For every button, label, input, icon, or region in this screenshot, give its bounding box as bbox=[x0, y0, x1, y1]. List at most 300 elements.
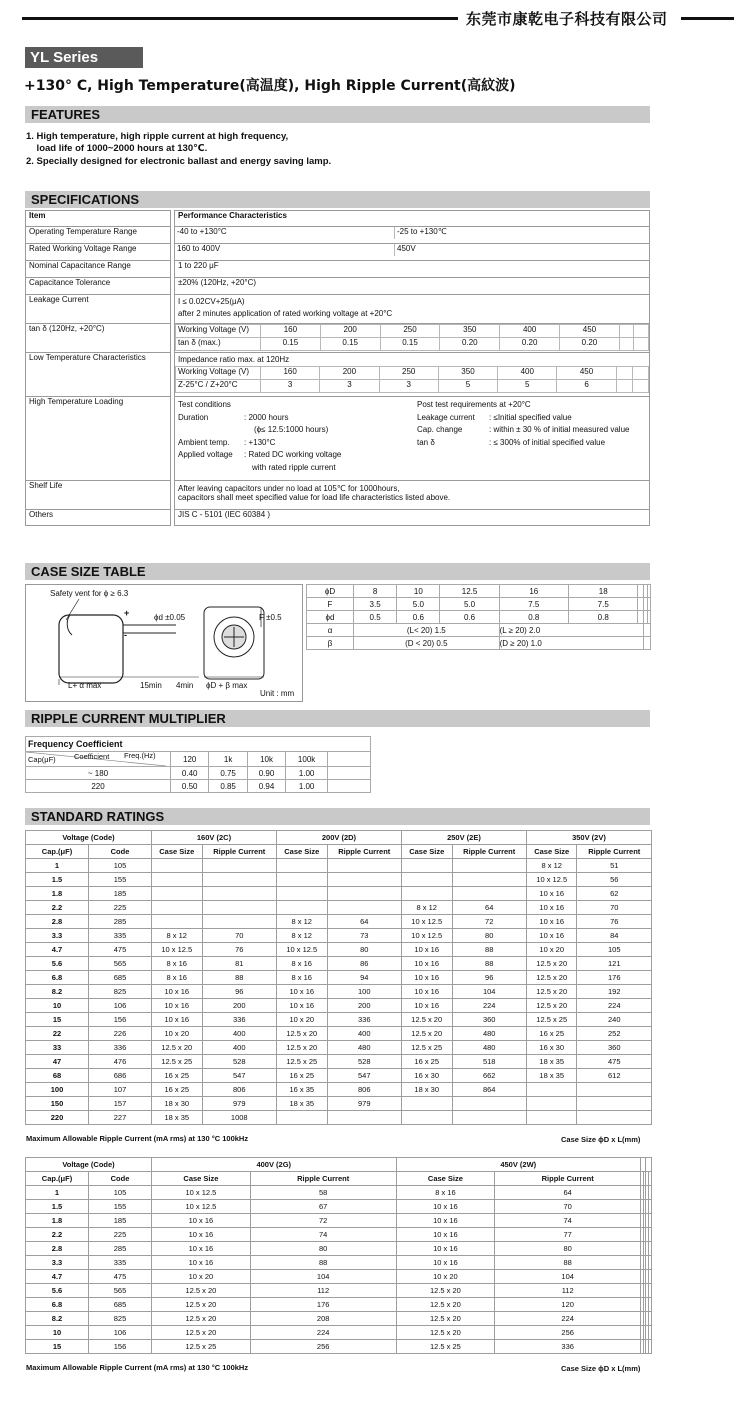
cell: 72 bbox=[250, 1214, 396, 1228]
cell: 62 bbox=[577, 887, 652, 901]
page-subtitle: +130° C, High Temperature(高温度), High Ripple Current(高紋波) bbox=[24, 78, 516, 94]
cell bbox=[647, 611, 650, 624]
ripple-header: Ripple Current bbox=[452, 845, 526, 859]
case-size-header: Case Size bbox=[152, 1172, 251, 1186]
table-row bbox=[26, 1256, 652, 1270]
voltage-header bbox=[646, 1158, 652, 1172]
cell: 10 x 16 bbox=[152, 1228, 251, 1242]
cell bbox=[327, 859, 401, 873]
cell: 96 bbox=[202, 985, 276, 999]
features-heading: FEATURES bbox=[25, 106, 650, 123]
cell: 0.85 bbox=[209, 780, 247, 793]
cell: 8 x 16 bbox=[152, 971, 203, 985]
cap-cell: 33 bbox=[26, 1041, 89, 1055]
cell: 16 x 30 bbox=[401, 1069, 452, 1083]
cell: 220 bbox=[26, 780, 171, 793]
table-row bbox=[26, 1214, 652, 1228]
voltage-header: 450V (2W) bbox=[396, 1158, 641, 1172]
cell: 10 x 16 bbox=[152, 1013, 203, 1027]
cell: 100 bbox=[327, 985, 401, 999]
cell: 0.90 bbox=[247, 767, 285, 780]
cell: 88 bbox=[495, 1256, 641, 1270]
cap-cell: 2.2 bbox=[26, 1228, 89, 1242]
cap-cell: 5.6 bbox=[26, 957, 89, 971]
cell: 3 bbox=[320, 380, 379, 393]
cell: 480 bbox=[327, 1041, 401, 1055]
cell: 3 bbox=[379, 380, 438, 393]
cell: 825 bbox=[89, 985, 152, 999]
htl-text: : +130°C bbox=[244, 437, 276, 447]
table-row bbox=[26, 859, 652, 873]
cell bbox=[276, 901, 327, 915]
cell: 192 bbox=[577, 985, 652, 999]
cell: 8 x 12 bbox=[276, 915, 327, 929]
cell: 16 x 25 bbox=[152, 1083, 203, 1097]
cap-cell: 2.8 bbox=[26, 1242, 89, 1256]
htl-text: Ambient temp. bbox=[178, 437, 230, 447]
cell bbox=[634, 325, 649, 338]
spec-value: -25 to +130℃ bbox=[395, 227, 650, 239]
cell: 250 bbox=[379, 367, 438, 380]
cell: 12.5 x 20 bbox=[152, 1284, 251, 1298]
cell: 208 bbox=[250, 1312, 396, 1326]
cell: 88 bbox=[250, 1256, 396, 1270]
cell: 8 x 16 bbox=[276, 957, 327, 971]
table-row bbox=[26, 1200, 652, 1214]
cell bbox=[649, 1242, 652, 1256]
cell bbox=[577, 1083, 652, 1097]
cell: 825 bbox=[89, 1312, 152, 1326]
spec-label: Nominal Capacitance Range bbox=[26, 261, 171, 278]
cell: 0.5 bbox=[354, 611, 397, 624]
cell: 10 x 16 bbox=[526, 929, 577, 943]
cell: 10 x 16 bbox=[276, 985, 327, 999]
cell: 120 bbox=[171, 752, 209, 767]
cap-label: Cap(μF) bbox=[28, 755, 56, 764]
cell: 10 x 16 bbox=[152, 999, 203, 1013]
cell bbox=[647, 598, 650, 611]
cell: 685 bbox=[89, 971, 152, 985]
cell: 250 bbox=[380, 325, 440, 338]
cell: 10 x 12.5 bbox=[526, 873, 577, 887]
cell: 16 x 25 bbox=[526, 1027, 577, 1041]
cell: 12.5 x 20 bbox=[152, 1326, 251, 1340]
cap-header: Cap.(μF) bbox=[26, 845, 89, 859]
cell: 8 x 12 bbox=[401, 901, 452, 915]
cell: 120 bbox=[495, 1298, 641, 1312]
table-row bbox=[26, 929, 652, 943]
cell: 225 bbox=[89, 1228, 152, 1242]
htl-text: tan δ bbox=[417, 437, 435, 447]
spec-label: Operating Temperature Range bbox=[26, 227, 171, 244]
cell: 547 bbox=[327, 1069, 401, 1083]
htl-text: (ϕ≤ 12.5:1000 hours) bbox=[254, 425, 329, 434]
header-rule-right bbox=[681, 17, 734, 20]
cell bbox=[328, 767, 371, 780]
cell: Working Voltage (V) bbox=[176, 325, 261, 338]
cell: 225 bbox=[89, 901, 152, 915]
table-row bbox=[26, 1041, 652, 1055]
cell: 12.5 x 20 bbox=[152, 1312, 251, 1326]
cell: 0.8 bbox=[499, 611, 568, 624]
cap-cell: 1 bbox=[26, 1186, 89, 1200]
cap-cell: 15 bbox=[26, 1013, 89, 1027]
cell: 224 bbox=[250, 1326, 396, 1340]
cell: ~ 180 bbox=[26, 767, 171, 780]
case-size-note-1: Case Size ϕD x L(mm) bbox=[561, 1135, 641, 1144]
cell: 58 bbox=[250, 1186, 396, 1200]
cell: 12.5 x 20 bbox=[526, 985, 577, 999]
cell: 226 bbox=[89, 1027, 152, 1041]
cap-cell: 1.5 bbox=[26, 873, 89, 887]
cell: 200 bbox=[327, 999, 401, 1013]
cell: 12.5 x 25 bbox=[276, 1055, 327, 1069]
table-row bbox=[26, 1186, 652, 1200]
table-row bbox=[26, 957, 652, 971]
cell: 12.5 x 25 bbox=[152, 1340, 251, 1354]
cell: 0.50 bbox=[171, 780, 209, 793]
cell: 1.00 bbox=[286, 780, 328, 793]
cell: 56 bbox=[577, 873, 652, 887]
code-header: Code bbox=[89, 845, 152, 859]
cell: 12.5 x 20 bbox=[526, 999, 577, 1013]
freq-label: Freq.(Hz) bbox=[124, 751, 156, 760]
cell: 10 x 16 bbox=[401, 971, 452, 985]
low-temp-table bbox=[175, 366, 649, 393]
cell: 10 x 16 bbox=[276, 999, 327, 1013]
spec-value: 1 to 220 μF bbox=[175, 261, 650, 278]
table-row bbox=[26, 1097, 652, 1111]
series-title: YL Series bbox=[25, 47, 143, 68]
cell bbox=[644, 624, 651, 637]
voltage-header: 160V (2C) bbox=[152, 831, 277, 845]
cell: 18 x 35 bbox=[526, 1069, 577, 1083]
cell: 72 bbox=[452, 915, 526, 929]
cell: 155 bbox=[89, 1200, 152, 1214]
vcode-header: Voltage (Code) bbox=[26, 831, 152, 845]
cap-cell: 3.3 bbox=[26, 1256, 89, 1270]
ratings-heading: STANDARD RATINGS bbox=[25, 808, 650, 825]
htl-text: : ≤Initial specified value bbox=[489, 412, 572, 422]
cell: 70 bbox=[495, 1200, 641, 1214]
cap-cell: 10 bbox=[26, 1326, 89, 1340]
cell: 18 x 30 bbox=[152, 1097, 203, 1111]
cell bbox=[649, 1186, 652, 1200]
cell: 12.5 x 20 bbox=[396, 1284, 495, 1298]
cell bbox=[649, 1312, 652, 1326]
cell: 685 bbox=[89, 1298, 152, 1312]
min15-label: 15min bbox=[140, 681, 162, 690]
cell: 18 x 35 bbox=[276, 1097, 327, 1111]
table-row bbox=[26, 985, 652, 999]
cell: 76 bbox=[577, 915, 652, 929]
cell: 10 x 20 bbox=[152, 1270, 251, 1284]
table-row bbox=[26, 873, 652, 887]
cap-cell: 4.7 bbox=[26, 1270, 89, 1284]
case-size-note-2: Case Size ϕD x L(mm) bbox=[561, 1364, 641, 1373]
tan-delta-table bbox=[175, 324, 649, 351]
cell: 16 x 25 bbox=[276, 1069, 327, 1083]
cell: ϕd bbox=[307, 611, 354, 624]
cell: (L ≥ 20) 2.0 bbox=[499, 624, 644, 637]
plus-sign: + bbox=[124, 608, 130, 618]
case-size-header: Case Size bbox=[276, 845, 327, 859]
cell bbox=[276, 873, 327, 887]
cell: 335 bbox=[89, 1256, 152, 1270]
cell: 8 x 12 bbox=[526, 859, 577, 873]
cell: 10 x 16 bbox=[401, 957, 452, 971]
cell: 0.75 bbox=[209, 767, 247, 780]
cell: 335 bbox=[89, 929, 152, 943]
cell: 450 bbox=[557, 367, 616, 380]
cell: 10 x 16 bbox=[152, 1242, 251, 1256]
cell: 12.5 x 20 bbox=[396, 1326, 495, 1340]
cell: 16 bbox=[499, 585, 568, 598]
cell: 104 bbox=[495, 1270, 641, 1284]
cell bbox=[202, 915, 276, 929]
cell: 8 x 16 bbox=[276, 971, 327, 985]
cell: 176 bbox=[250, 1298, 396, 1312]
cell: 112 bbox=[250, 1284, 396, 1298]
cell: 16 x 25 bbox=[152, 1069, 203, 1083]
phid-label: ϕd ±0.05 bbox=[154, 613, 186, 622]
cell: 12.5 x 25 bbox=[526, 1013, 577, 1027]
cell: 336 bbox=[327, 1013, 401, 1027]
cell: 67 bbox=[250, 1200, 396, 1214]
cell bbox=[619, 325, 634, 338]
cell: 8 x 16 bbox=[396, 1186, 495, 1200]
cell: 10 x 16 bbox=[152, 1214, 251, 1228]
cell: 450 bbox=[560, 325, 620, 338]
ripple-heading: RIPPLE CURRENT MULTIPLIER bbox=[25, 710, 650, 727]
cell: 12.5 x 20 bbox=[526, 971, 577, 985]
cell bbox=[649, 1228, 652, 1242]
cell bbox=[632, 380, 648, 393]
cell: 10 x 16 bbox=[396, 1214, 495, 1228]
spec-value: -40 to +130°C bbox=[177, 227, 227, 236]
cell: 80 bbox=[495, 1242, 641, 1256]
table-row bbox=[26, 887, 652, 901]
cell: 350 bbox=[438, 367, 497, 380]
cell bbox=[644, 637, 651, 650]
cell bbox=[202, 859, 276, 873]
cell: 0.15 bbox=[261, 338, 321, 351]
cell bbox=[327, 901, 401, 915]
cell: 252 bbox=[577, 1027, 652, 1041]
cell: (D ≥ 20) 1.0 bbox=[499, 637, 644, 650]
cell: 12.5 x 20 bbox=[152, 1298, 251, 1312]
cell bbox=[577, 1111, 652, 1125]
f-label: F ±0.5 bbox=[259, 613, 282, 622]
cell bbox=[649, 1256, 652, 1270]
cell: 0.15 bbox=[380, 338, 440, 351]
vcode-header: Voltage (Code) bbox=[26, 1158, 152, 1172]
cell: 224 bbox=[452, 999, 526, 1013]
cell: 10 x 12.5 bbox=[152, 1186, 251, 1200]
cell bbox=[526, 1111, 577, 1125]
cell: 64 bbox=[327, 915, 401, 929]
specifications-heading: SPECIFICATIONS bbox=[25, 191, 650, 208]
cell: 686 bbox=[89, 1069, 152, 1083]
cell: 12.5 x 20 bbox=[401, 1027, 452, 1041]
cell bbox=[452, 1097, 526, 1111]
cell: 864 bbox=[452, 1083, 526, 1097]
cell: 200 bbox=[202, 999, 276, 1013]
cell: 76 bbox=[202, 943, 276, 957]
cell: 12.5 x 20 bbox=[401, 1013, 452, 1027]
htl-text: Post test requirements at +20°C bbox=[417, 400, 531, 409]
cell: 112 bbox=[495, 1284, 641, 1298]
case-size-header: Case Size bbox=[526, 845, 577, 859]
cell: 227 bbox=[89, 1111, 152, 1125]
coef-label: Coefficient bbox=[74, 752, 110, 761]
cell: 81 bbox=[202, 957, 276, 971]
cap-cell: 22 bbox=[26, 1027, 89, 1041]
cell: 10 x 16 bbox=[401, 985, 452, 999]
spec-value: ±20% (120Hz, +20°C) bbox=[175, 278, 650, 295]
cell bbox=[634, 338, 649, 351]
cell: 12.5 x 20 bbox=[396, 1298, 495, 1312]
safety-vent-label: Safety vent for ϕ ≥ 6.3 bbox=[50, 589, 129, 598]
cell: 7.5 bbox=[569, 598, 638, 611]
cell: 104 bbox=[250, 1270, 396, 1284]
cell: 10 x 12.5 bbox=[152, 1200, 251, 1214]
header-rule-left bbox=[22, 17, 458, 20]
cell: 0.8 bbox=[569, 611, 638, 624]
cell: 16 x 25 bbox=[401, 1055, 452, 1069]
cell: 12.5 x 20 bbox=[526, 957, 577, 971]
cell: 160 bbox=[261, 367, 320, 380]
cell bbox=[328, 752, 371, 767]
cell: 565 bbox=[89, 957, 152, 971]
cell: 10 x 20 bbox=[276, 1013, 327, 1027]
cap-cell: 68 bbox=[26, 1069, 89, 1083]
cell: 107 bbox=[89, 1083, 152, 1097]
cell: 10 bbox=[397, 585, 440, 598]
ripple-header: Ripple Current bbox=[327, 845, 401, 859]
cell: α bbox=[307, 624, 354, 637]
spec-label: Low Temperature Characteristics bbox=[26, 353, 171, 397]
lmax-label: L+ α max bbox=[68, 681, 102, 690]
cell: 0.20 bbox=[560, 338, 620, 351]
cell: 51 bbox=[577, 859, 652, 873]
htl-text: Leakage current bbox=[417, 412, 475, 422]
cell: 10 x 16 bbox=[152, 985, 203, 999]
cell: 18 x 30 bbox=[401, 1083, 452, 1097]
cap-cell: 47 bbox=[26, 1055, 89, 1069]
specifications-table bbox=[25, 210, 650, 526]
feature-line-2: load life of 1000~2000 hours at 130℃. bbox=[26, 143, 208, 154]
cell: 475 bbox=[89, 943, 152, 957]
cell: 74 bbox=[250, 1228, 396, 1242]
case-diagram bbox=[25, 584, 303, 702]
cell: 106 bbox=[89, 1326, 152, 1340]
cell: 0.6 bbox=[440, 611, 499, 624]
cell: 156 bbox=[89, 1013, 152, 1027]
cell: 16 x 35 bbox=[276, 1083, 327, 1097]
case-size-table bbox=[306, 584, 651, 650]
cell: 10 x 12.5 bbox=[401, 915, 452, 929]
cap-cell: 6.8 bbox=[26, 1298, 89, 1312]
cell: 806 bbox=[327, 1083, 401, 1097]
case-size-header: Case Size bbox=[152, 845, 203, 859]
case-size-header: Case Size bbox=[401, 845, 452, 859]
cell: 528 bbox=[327, 1055, 401, 1069]
cell: 70 bbox=[202, 929, 276, 943]
voltage-header: 250V (2E) bbox=[401, 831, 526, 845]
cell bbox=[619, 338, 634, 351]
cell bbox=[401, 859, 452, 873]
cell: 70 bbox=[577, 901, 652, 915]
cell bbox=[632, 367, 648, 380]
empty-header bbox=[649, 1172, 652, 1186]
cell: 5 bbox=[438, 380, 497, 393]
cell: 10 x 16 bbox=[396, 1242, 495, 1256]
table-row bbox=[26, 1242, 652, 1256]
cell bbox=[577, 1097, 652, 1111]
ratings-note-2: Maximum Allowable Ripple Current (mA rms) at 130 °C 100kHz bbox=[26, 1363, 249, 1372]
table-row bbox=[26, 1284, 652, 1298]
table-row bbox=[26, 915, 652, 929]
cell: 5.0 bbox=[397, 598, 440, 611]
spec-value: 160 to 400V bbox=[177, 244, 221, 253]
voltage-header: 350V (2V) bbox=[526, 831, 651, 845]
spec-label: Rated Working Voltage Range bbox=[26, 244, 171, 261]
cell: 224 bbox=[495, 1312, 641, 1326]
cell: 240 bbox=[577, 1013, 652, 1027]
cell: 0.6 bbox=[397, 611, 440, 624]
spec-label: Leakage Current bbox=[26, 295, 171, 324]
cell: 200 bbox=[320, 325, 380, 338]
cell: 400 bbox=[498, 367, 557, 380]
spec-value: JIS C - 5101 (IEC 60384 ) bbox=[175, 510, 650, 526]
cell: 73 bbox=[327, 929, 401, 943]
table-row bbox=[26, 1055, 652, 1069]
cell: 350 bbox=[440, 325, 500, 338]
cell bbox=[452, 887, 526, 901]
feature-line-1: 1. High temperature, high ripple current at high frequency, bbox=[26, 131, 289, 142]
spec-value: I ≤ 0.02CV+25(μA) bbox=[178, 297, 245, 306]
table-row bbox=[26, 1298, 652, 1312]
min4-label: 4min bbox=[176, 681, 194, 690]
htl-text: with rated ripple current bbox=[252, 462, 336, 472]
cell bbox=[649, 1200, 652, 1214]
cell: 16 x 30 bbox=[526, 1041, 577, 1055]
cell: 10 x 16 bbox=[526, 901, 577, 915]
htl-text: : 2000 hours bbox=[244, 412, 289, 422]
ripple-header: Ripple Current bbox=[250, 1172, 396, 1186]
cell: 80 bbox=[250, 1242, 396, 1256]
cell bbox=[152, 887, 203, 901]
htl-text: Cap. change bbox=[417, 425, 463, 434]
cell bbox=[152, 859, 203, 873]
cap-cell: 1.8 bbox=[26, 887, 89, 901]
voltage-header: 400V (2G) bbox=[152, 1158, 397, 1172]
cap-cell: 2.2 bbox=[26, 901, 89, 915]
cell: 10 x 20 bbox=[396, 1270, 495, 1284]
feature-line-3: 2. Specially designed for electronic ballast and energy saving lamp. bbox=[26, 156, 332, 167]
cell bbox=[526, 1083, 577, 1097]
cell: 18 x 35 bbox=[526, 1055, 577, 1069]
cell: 94 bbox=[327, 971, 401, 985]
cell bbox=[152, 901, 203, 915]
cell: Z-25°C / Z+20°C bbox=[176, 380, 261, 393]
ratings-note-1: Maximum Allowable Ripple Current (mA rms) at 130 °C 100kHz bbox=[26, 1134, 249, 1143]
cell: 612 bbox=[577, 1069, 652, 1083]
cap-cell: 2.8 bbox=[26, 915, 89, 929]
code-header: Code bbox=[89, 1172, 152, 1186]
cell: 12.5 x 25 bbox=[401, 1041, 452, 1055]
